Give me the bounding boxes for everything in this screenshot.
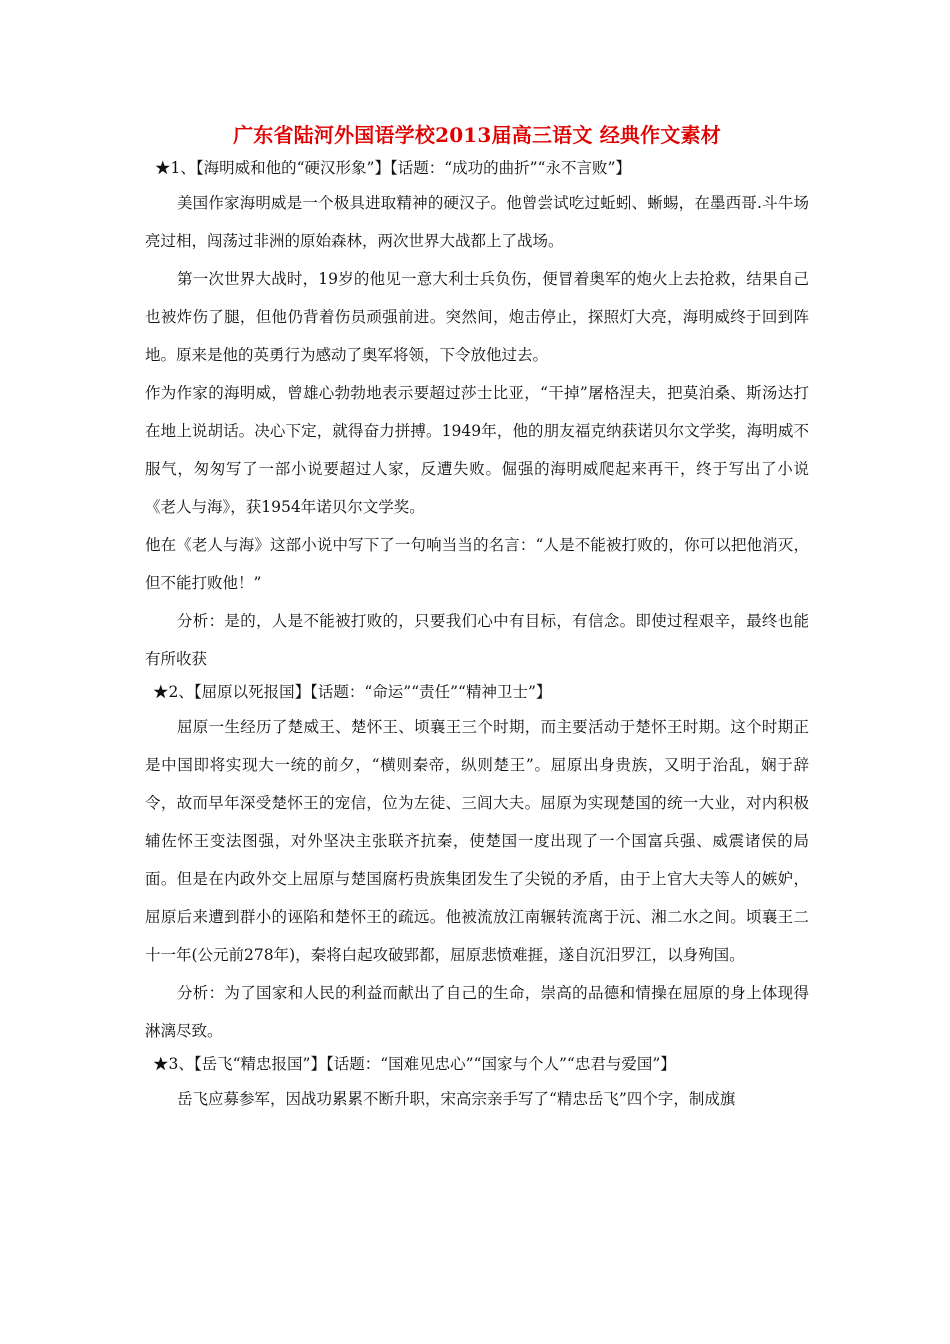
section-2-paragraph-1: 屈原一生经历了楚威王、楚怀王、顷襄王三个时期，而主要活动于楚怀王时期。这个时期正是中国即将实现大一统的前夕，“横则秦帝，纵则楚王”。屈原出身贵族，又明于治乱，娴于辞令，故而早年深受楚怀王的宠信，位为左徒、三闾大夫。屈原为实现楚国的统一大业，对内积极辅佐怀王变法图强，对外坚决主张联齐抗秦，使楚国一度出现了一个国富兵强、威震诸侯的局面。但是在内政外交上屈原与楚国腐朽贵族集团发生了尖锐的矛盾，由于上官大夫等人的嫉妒，屈原后来遭到群小的诬陷和楚怀王的疏远。他被流放江南辗转流离于沅、湘二水之间。顷襄王二十一年(公元前278年)，秦将白起攻破郢都，屈原悲愤难捱，遂自沉汨罗江，以身殉国。 <box>145 718 809 964</box>
section-1-paragraph-3: 作为作家的海明威，曾雄心勃勃地表示要超过莎士比亚，“干掉”屠格涅夫，把莫泊桑、斯汤达打在地上说胡话。决心下定，就得奋力拼搏。1949年，他的朋友福克纳获诺贝尔文学奖，海明威不服气，匆匆写了一部小说要超过人家，反遭失败。倔强的海明威爬起来再干，终于写出了小说《老人与海》，获1954年诺贝尔文学奖。 <box>145 384 809 516</box>
section-1-analysis: 分析：是的，人是不能被打败的，只要我们心中有目标，有信念。即使过程艰辛，最终也能有所收获 <box>145 612 809 668</box>
section-3-paragraph-1: 岳飞应募参军，因战功累累不断升职，宋高宗亲手写了“精忠岳飞”四个字，制成旗 <box>177 1090 736 1108</box>
section-1-paragraph-1: 美国作家海明威是一个极具进取精神的硬汉子。他曾尝试吃过蚯蚓、蜥蜴，在墨西哥.斗牛场亮过相，闯荡过非洲的原始森林，两次世界大战都上了战场。 <box>145 194 809 250</box>
section-1-paragraph-2: 第一次世界大战时，19岁的他见一意大利士兵负伤，便冒着奥军的炮火上去抢救，结果自己也被炸伤了腿，但他仍背着伤员顽强前进。突然间，炮击停止，探照灯大亮，海明威终于回到阵地。原来是他的英勇行为感动了奥军将领，下令放他过去。 <box>145 270 809 364</box>
document-page <box>145 116 809 1118</box>
section-2-analysis: 分析：为了国家和人民的利益而献出了自己的生命，崇高的品德和情操在屈原的身上体现得淋漓尽致。 <box>145 984 809 1040</box>
document-title: 广东省陆河外国语学校2013届高三语文 经典作文素材 <box>233 123 721 147</box>
section-3-heading: ★3、【岳飞“精忠报国”】【话题：“国难见忠心”“国家与个人”“忠君与爱国”】 <box>153 1055 676 1073</box>
section-1-paragraph-4: 他在《老人与海》这部小说中写下了一句响当当的名言：“人是不能被打败的，你可以把他消灭，但不能打败他！” <box>145 536 809 592</box>
section-1-heading: ★1、【海明威和他的“硬汉形象”】【话题：“成功的曲折”“永不言败”】 <box>155 159 631 177</box>
section-2-heading: ★2、【屈原以死报国】【话题：“命运”“责任”“精神卫士”】 <box>153 683 552 701</box>
